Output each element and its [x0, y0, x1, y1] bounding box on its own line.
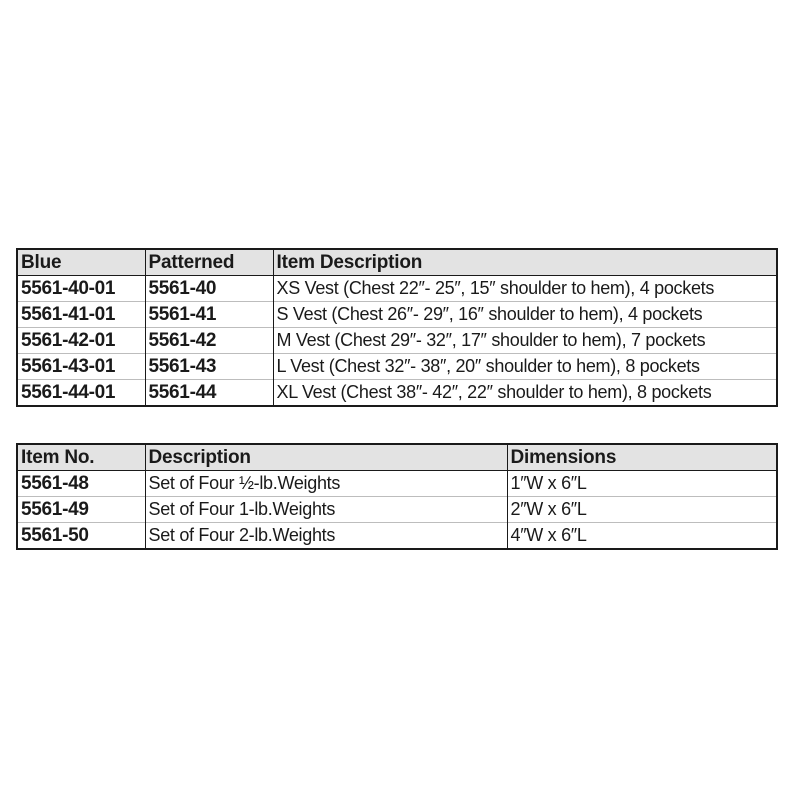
weight-description: Set of Four 2-lb.Weights	[145, 523, 507, 550]
patterned-item-number: 5561-42	[145, 328, 273, 354]
blue-item-number: 5561-41-01	[17, 302, 145, 328]
blue-item-number: 5561-43-01	[17, 354, 145, 380]
patterned-item-number: 5561-40	[145, 276, 273, 302]
column-header-dimensions: Dimensions	[507, 444, 777, 471]
patterned-item-number: 5561-43	[145, 354, 273, 380]
item-description: XS Vest (Chest 22″- 25″, 15″ shoulder to hem), 4 pockets	[273, 276, 777, 302]
table-row	[17, 302, 777, 328]
item-description: XL Vest (Chest 38″- 42″, 22″ shoulder to hem), 8 pockets	[273, 380, 777, 407]
column-header-blue: Blue	[17, 249, 145, 276]
table-row	[17, 523, 777, 550]
table-row	[17, 354, 777, 380]
table-row	[17, 276, 777, 302]
weight-description: Set of Four 1-lb.Weights	[145, 497, 507, 523]
item-number: 5561-50	[17, 523, 145, 550]
column-header-patterned: Patterned	[145, 249, 273, 276]
table-row	[17, 471, 777, 497]
table-row	[17, 497, 777, 523]
weight-dimensions: 1″W x 6″L	[507, 471, 777, 497]
table-row	[17, 328, 777, 354]
weight-description: Set of Four ½-lb.Weights	[145, 471, 507, 497]
patterned-item-number: 5561-44	[145, 380, 273, 407]
column-header-item-no: Item No.	[17, 444, 145, 471]
item-description: L Vest (Chest 32″- 38″, 20″ shoulder to hem), 8 pockets	[273, 354, 777, 380]
blue-item-number: 5561-42-01	[17, 328, 145, 354]
item-number: 5561-48	[21, 473, 89, 494]
blue-item-number: 5561-44-01	[17, 380, 145, 407]
header-row	[17, 249, 777, 276]
item-description: M Vest (Chest 29″- 32″, 17″ shoulder to hem), 7 pockets	[273, 328, 777, 354]
weight-dimensions: 4″W x 6″L	[507, 523, 777, 550]
column-header-item-description: Item Description	[273, 249, 777, 276]
column-header-description: Description	[145, 444, 507, 471]
item-number: 5561-49	[17, 497, 145, 523]
table-row	[17, 380, 777, 407]
patterned-item-number: 5561-41	[145, 302, 273, 328]
blue-item-number: 5561-40-01	[21, 278, 116, 299]
vest-table	[16, 248, 778, 407]
header-row	[17, 444, 777, 471]
weight-dimensions: 2″W x 6″L	[507, 497, 777, 523]
weights-table	[16, 443, 778, 550]
item-description: S Vest (Chest 26″- 29″, 16″ shoulder to hem), 4 pockets	[273, 302, 777, 328]
